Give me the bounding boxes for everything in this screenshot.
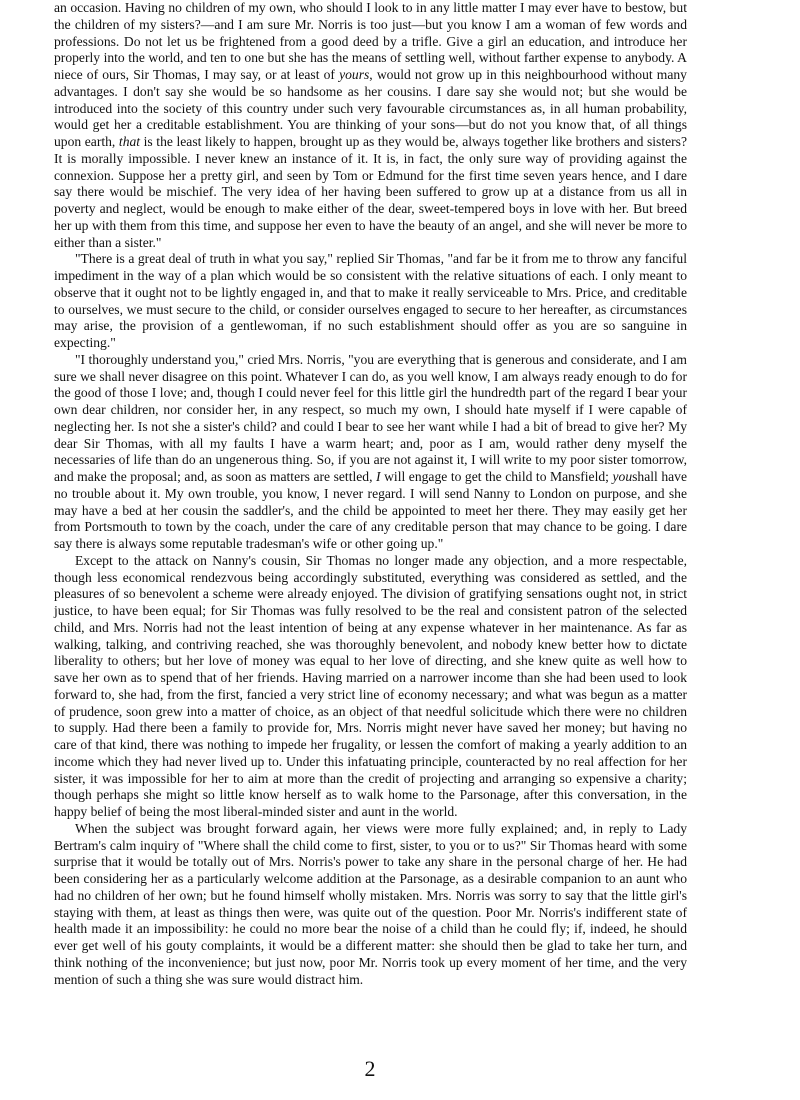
paragraph-3 [54,352,687,553]
paragraph-2 [54,251,687,352]
paragraph-5-text: When the subject was brought forward again, her views were more fully explained; and, in reply to Lady Bertram's calm inquiry of "Where shall the child come to first, sister, to you or to us?" Sir Thomas heard with some surprise that it would be totally out of Mrs. Norris's power to take any share in the personal charge of her. He had been considering her as a particularly welcome addition at the Parsonage, as a desirable companion to an aunt who had no children of her own; but he found himself wholly mistaken. Mrs. Norris was sorry to say that the little girl's staying with them, at least as things then were, was quite out of the question. Poor Mr. Norris's indifferent state of health made it an impossibility: he could no more bear the noise of a child than he could fly; if, indeed, he should ever get well of his gouty complaints, it would be a different matter: she should then be glad to take her turn, and think nothing of the inconvenience; but just now, poor Mr. Norris took up every moment of her time, and the very mention of such a thing she was sure would distract him. [54,820,687,987]
paragraph-3-text-3: shall have no trouble about it. My own trouble, you know, I never regard. I will send Nanny to London on purpose, and she may have a bed at her cousin the saddler's, and the child be appointed to meet her there. They may easily get her from Portsmouth to town by the coach, under the care of any creditable person that may chance to be going. I dare say there is always some reputable tradesman's wife or other going up." [54,469,687,551]
paragraph-3-text-1: "I thoroughly understand you," cried Mrs. Norris, "you are everything that is generous and considerate, and I am sure we shall never disagree on this point. Whatever I can do, as you well know, I am always ready enough to do for the good of those I love; and, though I could never feel for this little girl the hundredth part of the regard I bear your own dear children, nor consider her, in any respect, so much my own, I should hate myself if I were capable of neglecting her. Is not she a sister's child? and could I bear to see her want while I had a bit of bread to give her? My dear Sir Thomas, with all my faults I have a warm heart; and, poor as I am, would rather deny myself the necessaries of life than do an ungenerous thing. So, if you are not against it, I will write to my poor sister tomorrow, and make the proposal; and, as soon as matters are settled, [54,351,687,484]
paragraph-4 [54,553,687,821]
paragraph-3-text-2: will engage to get the child to Mansfield; [380,469,613,484]
paragraph-3-italic-you: you [612,469,633,484]
paragraph-1-text-2: , would not grow up in this neighbourhood without many advantages. I don't say she would be so handsome as her cousins. I dare say she would not; but she would be introduced into the society of this country under such very favourable circumstances as, in all human probability, would get her a creditable establishment. You are thinking of your sons—but do not you know that, of all things upon earth, [54,67,687,149]
page-body [54,0,687,988]
paragraph-2-text: "There is a great deal of truth in what you say," replied Sir Thomas, "and far be it from me to throw any fanciful impediment in the way of a plan which would be so consistent with the relative situations of each. I only meant to observe that it ought not to be lightly engaged in, and that to make it really serviceable to Mrs. Price, and creditable to ourselves, we must secure to the child, or consider ourselves engaged to secure to her hereafter, as circumstances may arise, the provision of a gentlewoman, if no such establishment should offer as you are so sanguine in expecting." [54,251,687,350]
paragraph-5 [54,821,687,989]
paragraph-1-italic-yours: yours [339,67,370,82]
paragraph-1-text-1: an occasion. Having no children of my own, who should I look to in any little matter I may ever have to bestow, but the children of my sisters?—and I am sure Mr. Norris is too just—but you know I am a woman of few words and professions. Do not let us be frightened from a good deed by a trifle. Give a girl an education, and introduce her properly into the world, and ten to one but she has the means of settling well, without farther expense to anybody. A niece of ours, Sir Thomas, I may say, or at least of [54,0,687,82]
paragraph-3-italic-i: I [376,469,381,484]
paragraph-1 [54,0,687,251]
paragraph-1-italic-that: that [118,134,141,149]
paragraph-1-text-3: is the least likely to happen, brought up as they would be, always together like brothers and sisters? It is morally impossible. I never knew an instance of it. It is, in fact, the only sure way of providing against the connexion. Suppose her a pretty girl, and seen by Tom or Edmund for the first time seven years hence, and I dare say there would be mischief. The very idea of her having been suffered to grow up at a distance from us all in poverty and neglect, would be enough to make either of the dear, sweet-tempered boys in love with her. But breed her up with them from this time, and suppose her even to have the beauty of an angel, and she will never be more to either than a sister." [54,134,687,250]
paragraph-4-text: Except to the attack on Nanny's cousin, Sir Thomas no longer made any objection, and a more respectable, though less economical rendezvous being accordingly substituted, everything was considered as settled, and the pleasures of so benevolent a scheme were already enjoyed. The division of gratifying sensations ought not, in strict justice, to have been equal; for Sir Thomas was fully resolved to be the real and consistent patron of the selected child, and Mrs. Norris had not the least intention of being at any expense whatever in her maintenance. As far as walking, talking, and contriving reached, she was thoroughly benevolent, and nobody knew better how to dictate liberality to others; but her love of money was equal to her love of directing, and she knew quite as well how to save her own as to spend that of her friends. Having married on a narrower income than she had been used to look forward to, she had, from the first, fancied a very strict line of economy necessary; and what was begun as a matter of prudence, soon grew into a matter of choice, as an object of that needful solicitude which there were no children to supply. Had there been a family to provide for, Mrs. Norris might never have saved her money; but having no care of that kind, there was nothing to impede her frugality, or lessen the comfort of making a yearly addition to an income which they had never lived up to. Under this infatuating principle, counteracted by no real affection for her sister, it was impossible for her to aim at more than the credit of projecting and arranging so expensive a charity; though perhaps she might so little know herself as to walk home to the Parsonage, after this conversation, in the happy belief of being the most liberal-minded sister and aunt in the world. [54,552,687,819]
page-number: 2 [364,1056,376,1081]
